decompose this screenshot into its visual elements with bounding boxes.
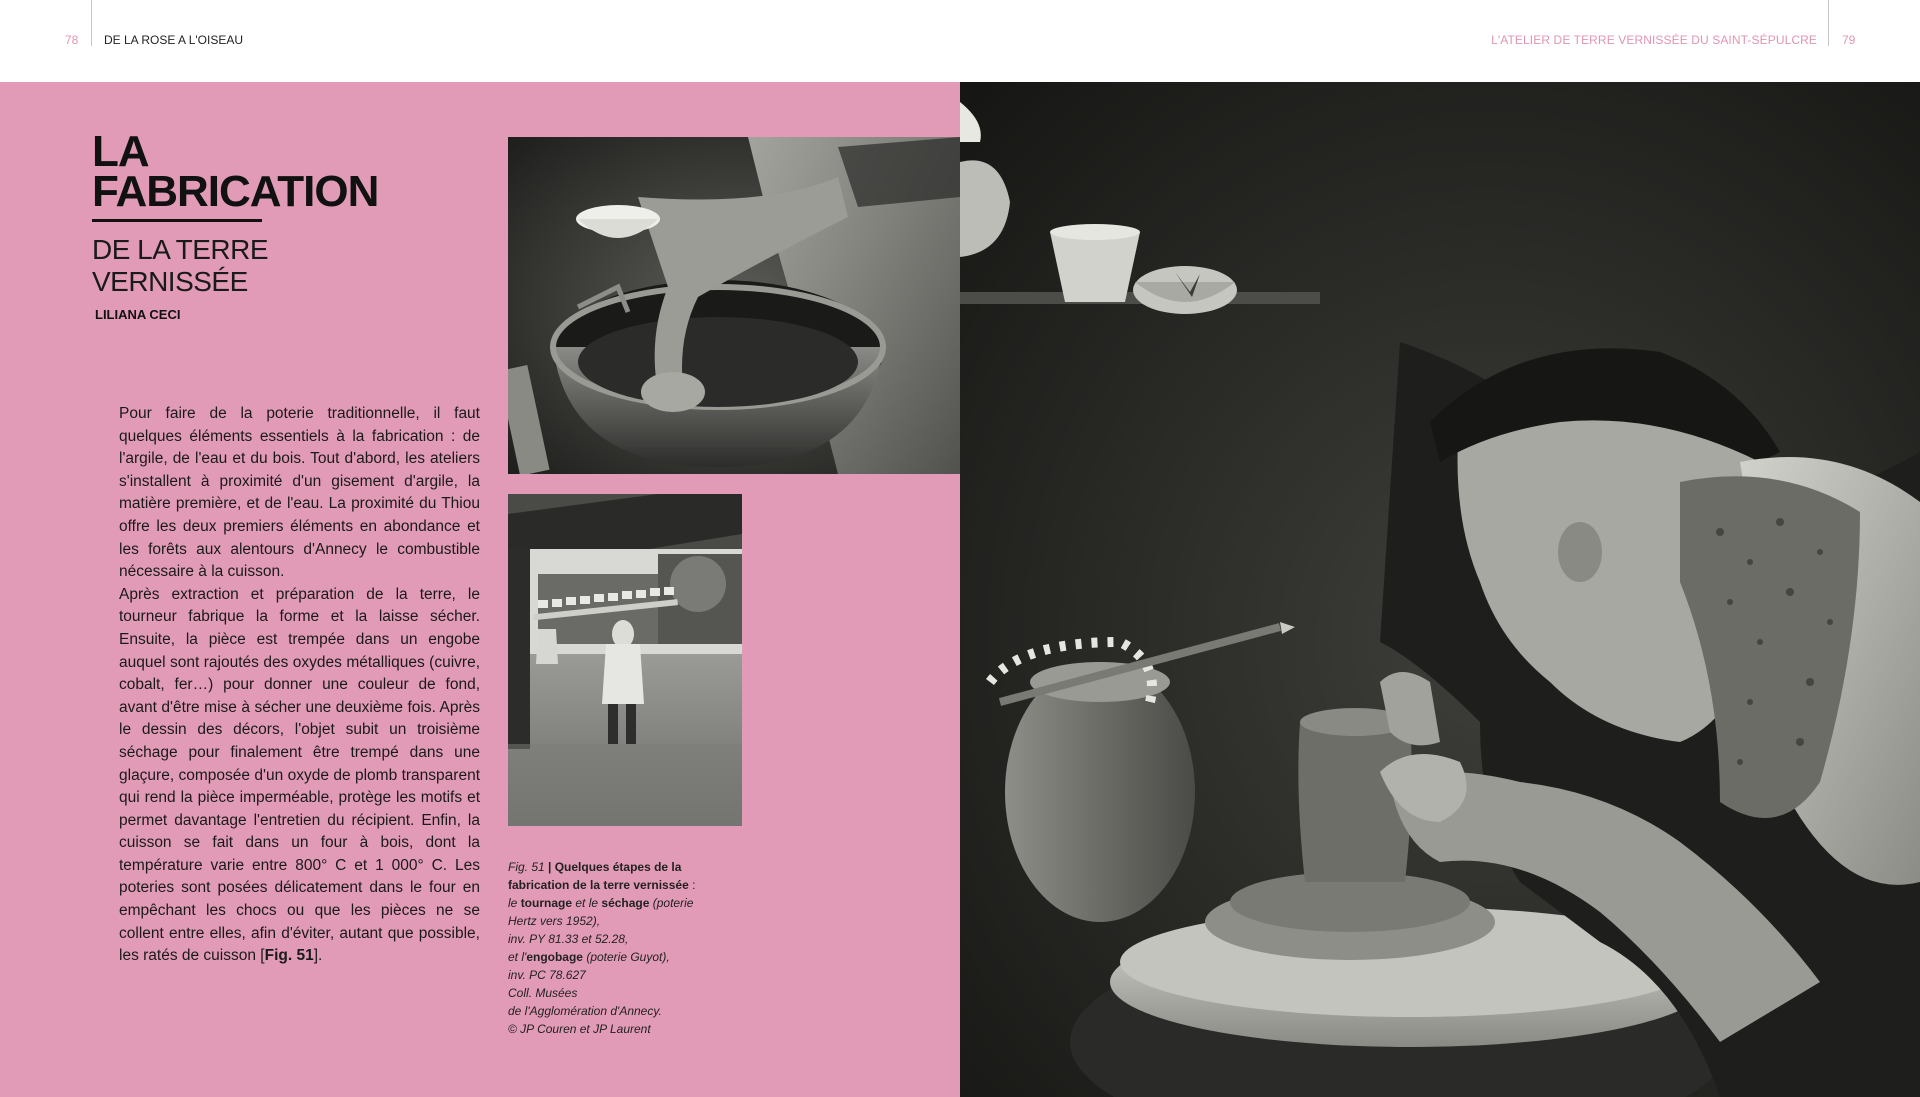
caption-engobage: engobage: [526, 950, 583, 964]
paragraph-2-end: ].: [313, 947, 323, 965]
caption-separator: |: [544, 860, 555, 874]
caption-poterie-guyot: (poterie Guyot),: [582, 950, 670, 964]
caption-colon: :: [688, 878, 696, 892]
article-body: [119, 403, 480, 968]
figure-caption: [508, 858, 708, 1038]
caption-title: Quelques étapes de la fabrication de la terre vernissée: [508, 860, 689, 892]
running-title-left: DE LA ROSE A L'OISEAU: [104, 33, 244, 47]
photo-courtyard-drying: [508, 494, 742, 826]
subheading-line-1: DE LA TERRE: [92, 234, 269, 265]
heading-line-1: LA: [92, 127, 149, 176]
caption-sechage: séchage: [601, 896, 650, 910]
page-number-right: 79: [1842, 33, 1856, 47]
article-subheading: [92, 234, 268, 298]
author-name: LILIANA CECI: [95, 307, 181, 322]
caption-et-l: et l': [508, 950, 527, 964]
photo-potter-hands-basin: [508, 137, 960, 474]
paragraph-2-text: Après extraction et préparation de la terre, le tourneur fabrique la forme et la laisse sécher. Ensuite, la pièce est trempée dans un engobe auquel sont rajoutés des oxydes métalliques (cuivre, cobalt, fer…) pour donner une couleur de fond, avant d'être mise à sécher une deuxième fois. Après le dessin des décors, l'objet subit un troisième séchage pour finalement être trempé dans une glaçure, composée d'un oxyde de plomb transparent qui rend la pièce imperméable, protège les motifs et permet davantage l'entretien du récipient. Enfin, la cuisson se fait dans un four à bois, dont la température varie entre 800° C et 1 000° C. Les poteries sont posées délicatement dans le four en empêchant les chocs ou que les pièces ne se collent entre elles, afin d'éviter, autant que possible, les ratés de cuisson [: [119, 585, 480, 965]
caption-tournage: tournage: [520, 896, 573, 910]
figure-reference: Fig. 51: [264, 947, 314, 965]
caption-fig-number: Fig. 51: [508, 860, 545, 874]
page-header: [0, 0, 1920, 82]
caption-collection: Coll. Musées: [508, 986, 578, 1000]
photo-potter-at-wheel: [960, 82, 1920, 1097]
header-divider-right: [1828, 0, 1829, 46]
caption-et-le: et le: [572, 896, 602, 910]
page-number-left: 78: [65, 33, 79, 47]
running-title-right: L'ATELIER DE TERRE VERNISSÉE DU SAINT-SÉPULCRE: [1491, 33, 1817, 47]
caption-agglomeration: de l'Agglomération d'Annecy.: [508, 1004, 662, 1018]
caption-credit: © JP Couren et JP Laurent: [508, 1022, 651, 1036]
caption-poterie-hertz: (poterie Hertz vers 1952),: [508, 896, 694, 928]
caption-le: le: [508, 896, 521, 910]
body-paragraph-1: Pour faire de la poterie traditionnelle, il faut quelques éléments essentiels à la fabrication : de l'argile, de l'eau et du bois. Tout d'abord, les ateliers s'installent à proximité d'un gisement d'argile, la matière première, et de l'eau. La proximité du Thiou offre les deux premiers éléments en abondance et les forêts aux alentours d'Annecy le combustible nécessaire à la cuisson.: [119, 405, 480, 581]
heading-underline: [92, 219, 262, 222]
header-divider-left: [91, 0, 92, 46]
caption-inventory-2: inv. PC 78.627: [508, 968, 586, 982]
heading-line-2: FABRICATION: [92, 167, 379, 216]
caption-inventory-1: inv. PY 81.33 et 52.28,: [508, 932, 629, 946]
body-paragraph-2: [119, 584, 480, 968]
article-heading: [92, 127, 379, 216]
subheading-line-2: VERNISSÉE: [92, 266, 248, 297]
